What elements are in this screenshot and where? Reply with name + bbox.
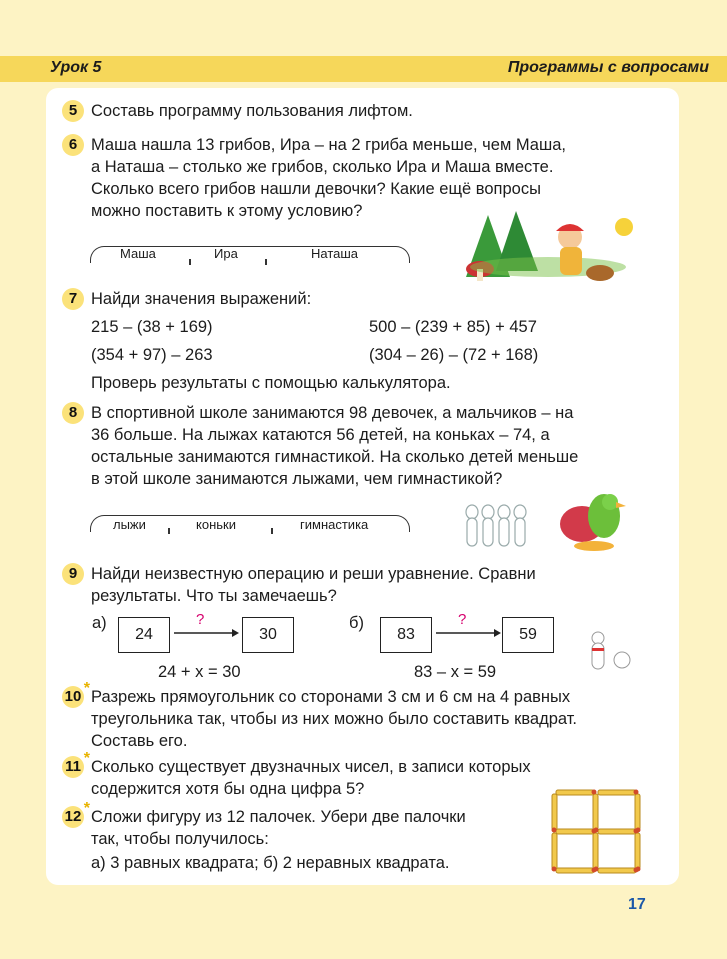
task-number-7: 7 — [62, 288, 84, 310]
task-7-text: Найди значения выражений: — [91, 290, 312, 308]
task-6-line: Сколько всего грибов нашли девочки? Какие ещё вопросы — [91, 180, 541, 198]
matchstick-figure — [550, 786, 642, 878]
bar-divider — [265, 259, 267, 265]
task-8-line: в этой школе занимаются лыжами, чем гимнастикой? — [91, 470, 503, 488]
task-number-6: 6 — [62, 134, 84, 156]
bar-label-masha: Маша — [120, 246, 156, 261]
task-8-line: В спортивной школе занимаются 98 девочек, а мальчиков – на — [91, 404, 574, 422]
operation-box-output-a: 30 — [242, 617, 294, 653]
illustration-bowling-pins — [462, 500, 532, 552]
equation-b: 83 – x = 59 — [414, 663, 497, 681]
task-6-line: Маша нашла 13 грибов, Ира – на 2 гриба меньше, чем Маша, — [91, 136, 566, 154]
task-number-9: 9 — [62, 563, 84, 585]
unknown-operation-a: ? — [196, 611, 205, 628]
task-number-12: 12 * — [62, 806, 84, 828]
expression: (304 – 26) – (72 + 168) — [369, 346, 539, 364]
part-b-label: б) — [349, 614, 364, 632]
task-number-5: 5 — [62, 100, 84, 122]
expression: 215 – (38 + 169) — [91, 318, 213, 336]
illustration-parrot — [552, 488, 634, 554]
expression: (354 + 97) – 263 — [91, 346, 213, 364]
bar-label-ira: Ира — [214, 246, 238, 261]
bar-divider — [189, 259, 191, 265]
task-6-line: а Наташа – столько же грибов, сколько Ира и Маша вместе. — [91, 158, 554, 176]
task-10-line: Разрежь прямоугольник со сторонами 3 см и 6 см на 4 равных — [91, 688, 571, 706]
task-8-line: остальные занимаются гимнастикой. На сколько детей меньше — [91, 448, 579, 466]
page-number: 17 — [628, 896, 646, 913]
task-10-line: треугольника так, чтобы из них можно было составить квадрат. — [91, 710, 578, 728]
part-a-label: а) — [92, 614, 107, 632]
operation-box-output-b: 59 — [502, 617, 554, 653]
task-12-line: а) 3 равных квадрата; б) 2 неравных квадрата. — [91, 854, 450, 872]
illustration-girl-mushrooms — [458, 207, 638, 289]
bar-divider — [168, 528, 170, 534]
task-9-line: результаты. Что ты замечаешь? — [91, 587, 337, 605]
bar-label-natasha: Наташа — [311, 246, 359, 261]
page-header — [0, 56, 727, 82]
topic-title: Программы с вопросами — [507, 59, 709, 76]
task-number-10: 10 * — [62, 686, 84, 708]
operation-box-input-a: 24 — [118, 617, 170, 653]
task-11-line: содержится хотя бы одна цифра 5? — [91, 780, 365, 798]
task-8-line: 36 больше. На лыжах катаются 56 детей, на коньках – 74, а — [91, 426, 550, 444]
operation-box-input-b: 83 — [380, 617, 432, 653]
expression: 500 – (239 + 85) + 457 — [369, 318, 537, 336]
bar-label-ski: лыжи — [113, 517, 146, 532]
unknown-operation-b: ? — [458, 611, 467, 628]
bar-label-gym: гимнастика — [300, 517, 369, 532]
task-9-line: Найди неизвестную операцию и реши уравнение. Сравни — [91, 565, 536, 583]
task-7-check: Проверь результаты с помощью калькулятора. — [91, 374, 451, 392]
task-5-text: Составь программу пользования лифтом. — [91, 102, 413, 120]
arrow-icon — [172, 626, 240, 640]
task-11-line: Сколько существует двузначных чисел, в записи которых — [91, 758, 531, 776]
lesson-title: Урок 5 — [50, 59, 102, 76]
task-number-8: 8 — [62, 402, 84, 424]
task-number-11: 11 * — [62, 756, 84, 778]
task-10-line: Составь его. — [91, 732, 188, 750]
bar-divider — [271, 528, 273, 534]
arrow-icon — [434, 626, 502, 640]
task-12-line: так, чтобы получилось: — [91, 830, 269, 848]
illustration-pin-and-ball — [584, 630, 636, 674]
task-12-line: Сложи фигуру из 12 палочек. Убери две палочки — [91, 808, 466, 826]
equation-a: 24 + x = 30 — [158, 663, 241, 681]
bar-label-skates: коньки — [196, 517, 236, 532]
task-6-line: можно поставить к этому условию? — [91, 202, 363, 220]
